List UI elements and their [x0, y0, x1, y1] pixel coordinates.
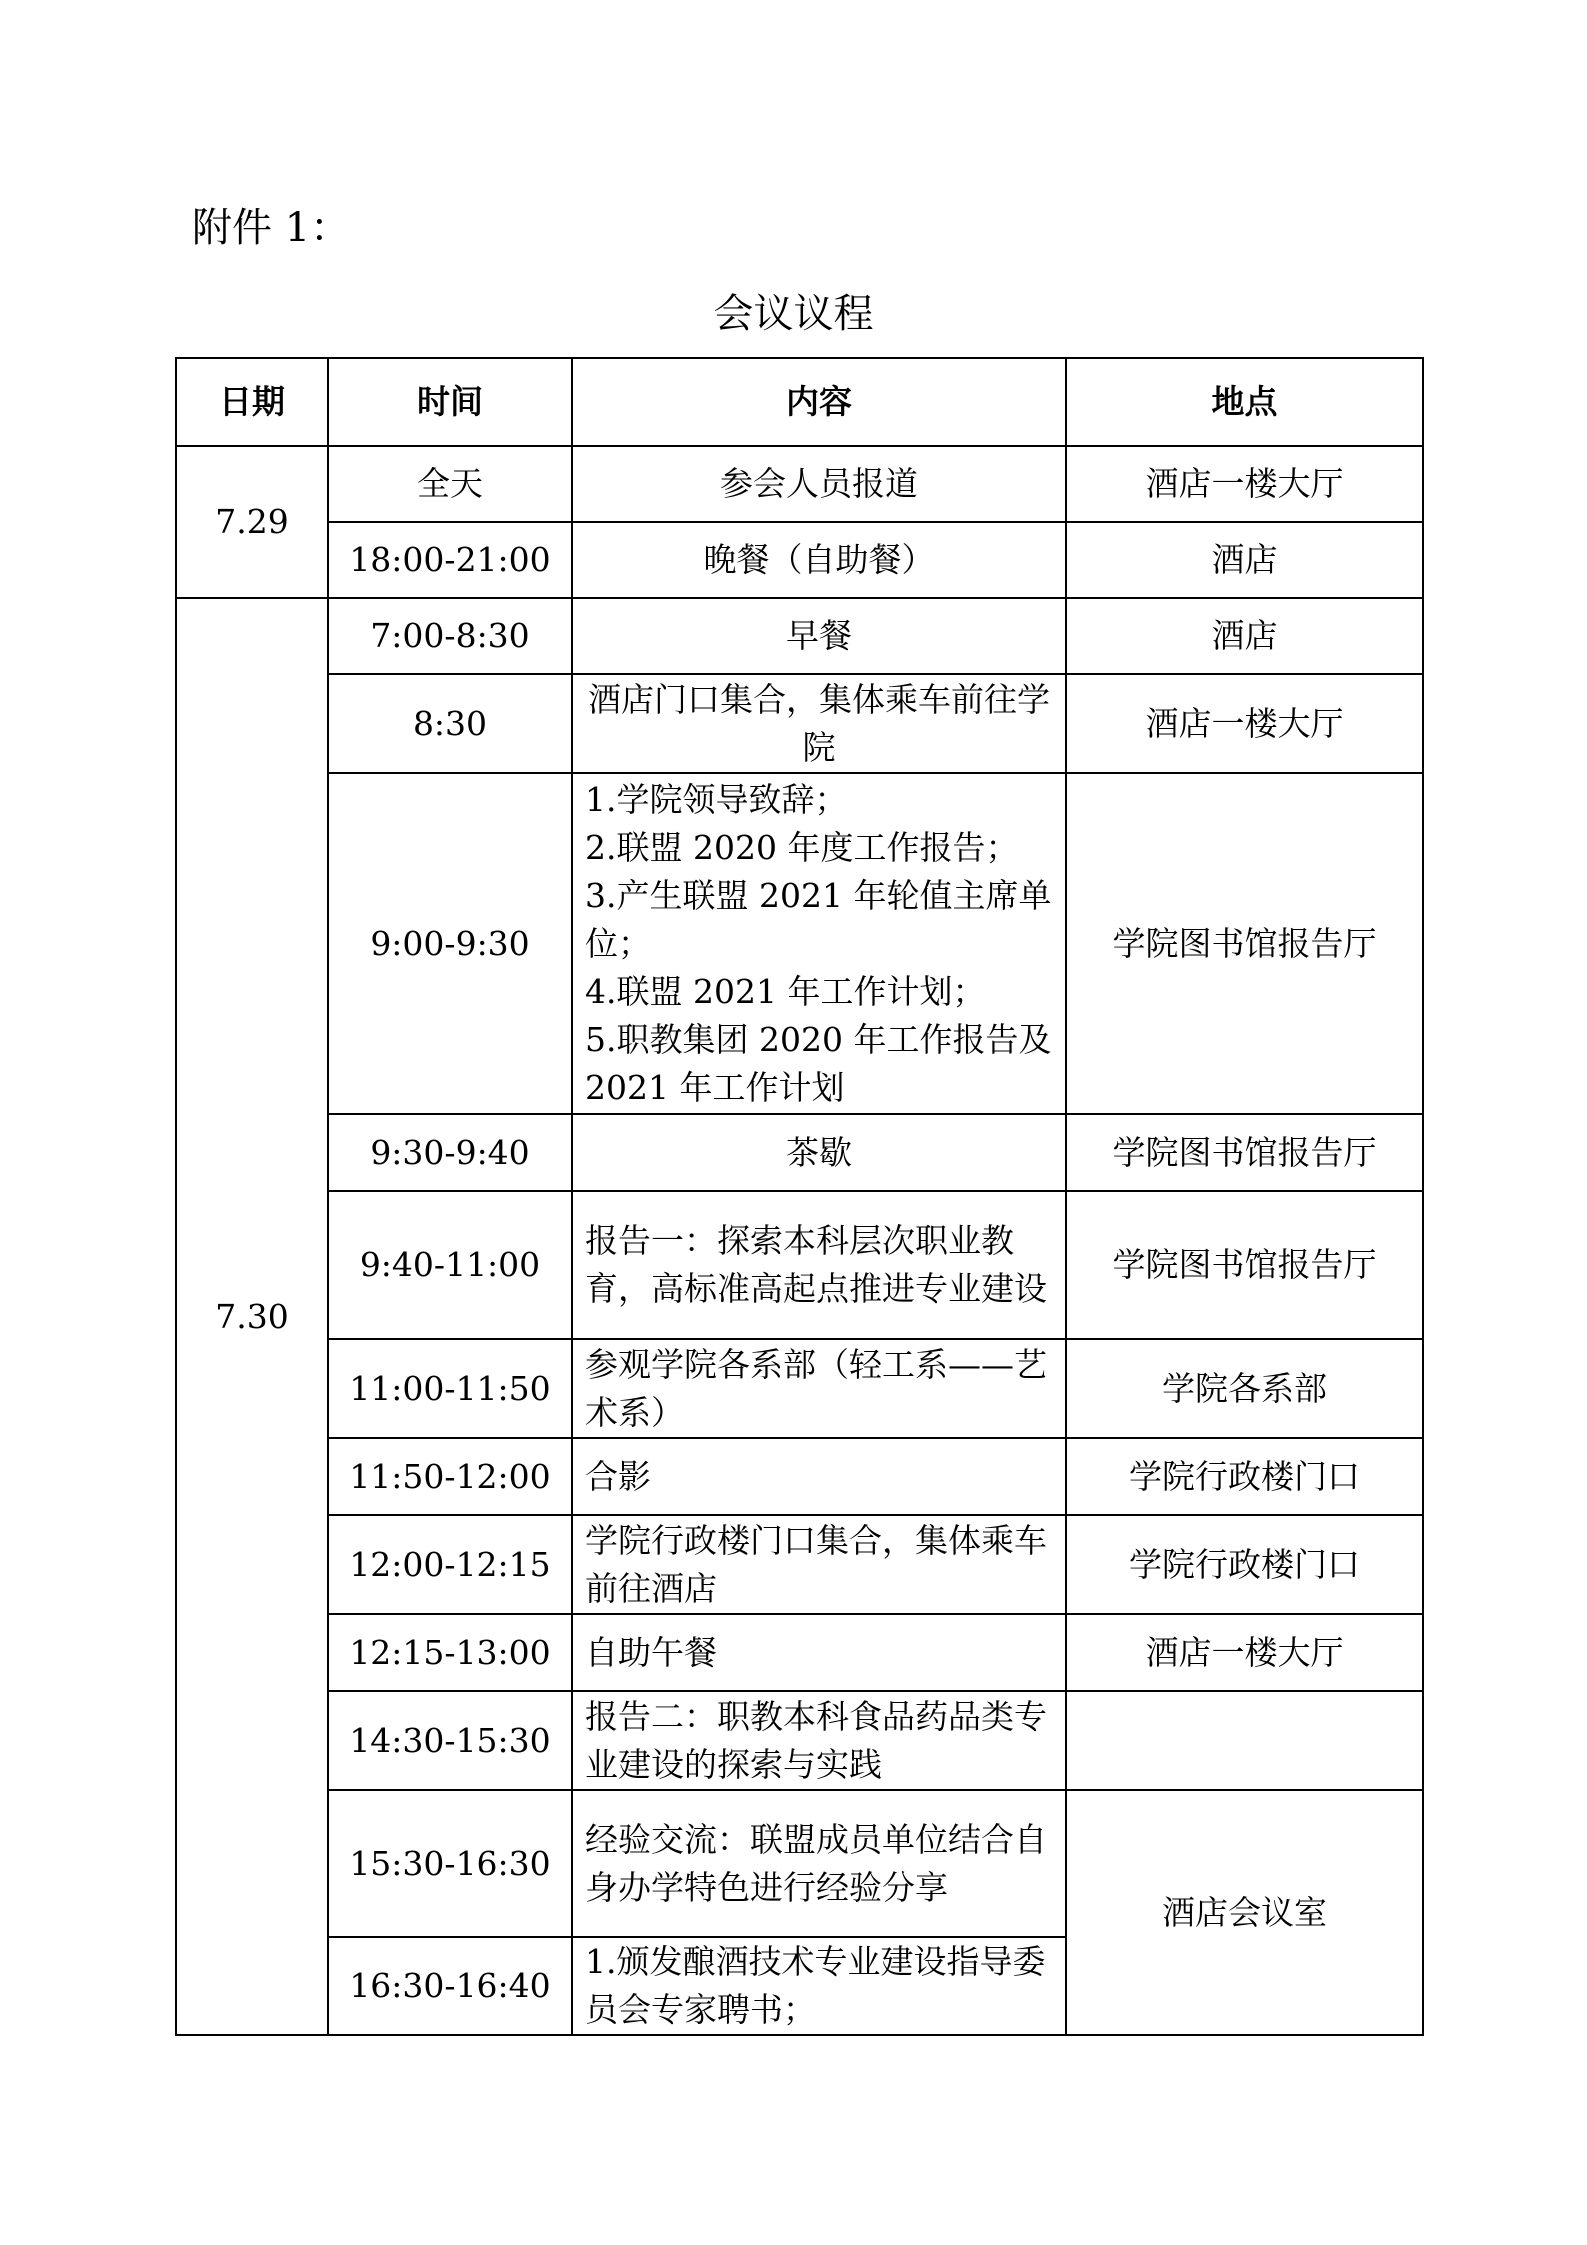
content-cell: 晚餐（自助餐） — [572, 522, 1066, 598]
content-cell: 报告二：职教本科食品药品类专业建设的探索与实践 — [572, 1691, 1066, 1790]
content-cell: 学院行政楼门口集合，集体乘车前往酒店 — [572, 1515, 1066, 1614]
table-row — [176, 1114, 1423, 1191]
time-cell: 全天 — [328, 446, 572, 522]
table-row — [176, 1339, 1423, 1438]
content-cell: 参会人员报道 — [572, 446, 1066, 522]
attachment-label: 附件 1： — [192, 205, 351, 251]
table-row — [176, 1515, 1423, 1614]
table-row — [176, 1438, 1423, 1515]
header-content: 内容 — [572, 358, 1066, 446]
time-cell: 9:40-11:00 — [328, 1191, 572, 1339]
location-cell: 学院图书馆报告厅 — [1066, 1114, 1423, 1191]
table-row — [176, 446, 1423, 522]
time-cell: 11:00-11:50 — [328, 1339, 572, 1438]
content-cell: 经验交流：联盟成员单位结合自身办学特色进行经验分享 — [572, 1790, 1066, 1937]
time-cell: 15:30-16:30 — [328, 1790, 572, 1937]
location-cell: 学院行政楼门口 — [1066, 1438, 1423, 1515]
location-cell: 酒店 — [1066, 598, 1423, 674]
table-row — [176, 1790, 1423, 1937]
date-cell: 7.29 — [176, 446, 328, 598]
header-date: 日期 — [176, 358, 328, 446]
content-cell: 1.颁发酿酒技术专业建设指导委员会专家聘书； — [572, 1937, 1066, 2035]
location-cell: 学院行政楼门口 — [1066, 1515, 1423, 1614]
content-cell: 参观学院各系部（轻工系——艺术系） — [572, 1339, 1066, 1438]
header-location: 地点 — [1066, 358, 1423, 446]
content-cell: 1.学院领导致辞； 2.联盟 2020 年度工作报告； 3.产生联盟 2021 年轮值主席单位； 4.联盟 2021 年工作计划； 5.职教集团 2020 年工作报告及 2021 年工作计划 — [572, 773, 1066, 1114]
content-cell: 酒店门口集合，集体乘车前往学院 — [572, 674, 1066, 773]
table-row — [176, 773, 1423, 1114]
location-cell: 酒店会议室 — [1066, 1790, 1423, 2035]
content-cell: 早餐 — [572, 598, 1066, 674]
time-cell: 8:30 — [328, 674, 572, 773]
content-cell: 合影 — [572, 1438, 1066, 1515]
table-row — [176, 598, 1423, 674]
location-cell: 学院图书馆报告厅 — [1066, 1191, 1423, 1339]
time-cell: 12:00-12:15 — [328, 1515, 572, 1614]
content-cell: 茶歇 — [572, 1114, 1066, 1191]
content-cell: 报告一：探索本科层次职业教育，高标准高起点推进专业建设 — [572, 1191, 1066, 1339]
table-row — [176, 1691, 1423, 1790]
table-row — [176, 674, 1423, 773]
time-cell: 9:00-9:30 — [328, 773, 572, 1114]
table-row — [176, 1191, 1423, 1339]
document-title: 会议议程 — [713, 291, 874, 337]
table-row — [176, 522, 1423, 598]
agenda-table — [175, 357, 1424, 2036]
table-header-row — [176, 358, 1423, 446]
time-cell: 12:15-13:00 — [328, 1614, 572, 1691]
content-cell: 自助午餐 — [572, 1614, 1066, 1691]
time-cell: 14:30-15:30 — [328, 1691, 572, 1790]
location-cell: 酒店 — [1066, 522, 1423, 598]
time-cell: 7:00-8:30 — [328, 598, 572, 674]
location-cell: 酒店一楼大厅 — [1066, 674, 1423, 773]
time-cell: 9:30-9:40 — [328, 1114, 572, 1191]
time-cell: 16:30-16:40 — [328, 1937, 572, 2035]
location-cell: 酒店一楼大厅 — [1066, 446, 1423, 522]
location-cell: 酒店一楼大厅 — [1066, 1614, 1423, 1691]
location-cell — [1066, 1691, 1423, 1790]
location-cell: 学院图书馆报告厅 — [1066, 773, 1423, 1114]
date-cell: 7.30 — [176, 598, 328, 2035]
time-cell: 18:00-21:00 — [328, 522, 572, 598]
time-cell: 11:50-12:00 — [328, 1438, 572, 1515]
location-cell: 学院各系部 — [1066, 1339, 1423, 1438]
table-row — [176, 1614, 1423, 1691]
header-time: 时间 — [328, 358, 572, 446]
